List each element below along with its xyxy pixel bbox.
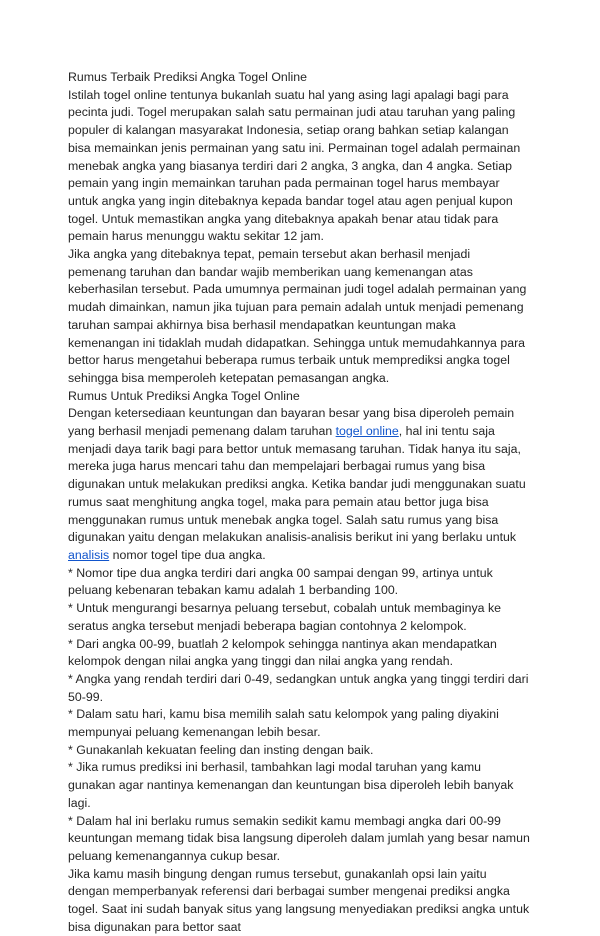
intro-paragraph: Istilah togel online tentunya bukanlah suatu hal yang asing lagi apalagi bagi para pecinta judi. Togel merupakan salah satu permainan judi atau taruhan yang paling populer di kalangan masyarakat Indonesia, setiap orang bahkan setiap kalangan bisa memainkan jenis permainan yang satu ini. Permainan togel adalah permainan menebak angka yang biasanya terdiri dari 2 angka, 3 angka, dan 4 angka. Setiap pemain yang ingin memainkan taruhan pada permainan togel harus membayar untuk angka yang ingin ditebaknya kepada bandar togel atau agen penjual kupon togel. Untuk memastikan angka yang ditebaknya apakah benar atau tidak para pemain harus menunggu waktu sekitar 12 jam.	[68, 87, 521, 244]
bullet-item: * Untuk mengurangi besarnya peluang tersebut, cobalah untuk membaginya ke seratus angka tersebut menjadi beberapa bagian contohnya 2 kelompok.	[68, 601, 501, 633]
bullet-item: * Angka yang rendah terdiri dari 0-49, sedangkan untuk angka yang tinggi terdiri dari 50-99.	[68, 671, 529, 704]
rumus-paragraph	[68, 405, 530, 564]
article-title: Rumus Terbaik Prediksi Angka Togel Online	[68, 70, 308, 84]
bullet-item: * Jika rumus prediksi ini berhasil, tambahkan lagi modal taruhan yang kamu gunakan agar nantinya kemenangan dan keuntungan bisa diperoleh lebih banyak lagi.	[68, 760, 514, 810]
rumus-text-3: nomor togel tipe dua angka.	[109, 547, 266, 562]
bullet-item: * Dalam satu hari, kamu bisa memilih salah satu kelompok yang paling diyakini mempunyai peluang kemenangan lebih besar.	[68, 707, 499, 740]
section-title: Rumus Untuk Prediksi Angka Togel Online	[68, 388, 300, 403]
bullet-item: * Nomor tipe dua angka terdiri dari angka 00 sampai dengan 99, artinya untuk peluang kebenaran tebakan kamu adalah 1 berbanding 100.	[68, 565, 493, 598]
closing-paragraph: Jika kamu masih bingung dengan rumus tersebut, gunakanlah opsi lain yaitu dengan memperbanyak referensi dari berbagai sumber mengenai prediksi angka togel. Saat ini sudah banyak situs yang langsung menyediakan prediksi angka untuk bisa digunakan para bettor saat	[68, 866, 530, 934]
winning-paragraph: Jika angka yang ditebaknya tepat, pemain tersebut akan berhasil menjadi pemenang taruhan dan bandar wajib memberikan uang kemenangan atas keberhasilan tersebut. Pada umumnya permainan judi togel adalah permainan yang mudah dimainkan, namun jika tujuan para pemain adalah untuk menjadi pemenang taruhan sampai akhirnya bisa berhasil mendapatkan keuntungan maka kemenangan ini tidaklah mudah didapatkan. Sehingga untuk memudahkannya para bettor harus mengetahui beberapa rumus terbaik untuk memprediksi angka togel sehingga bisa memperoleh ketepatan pemasangan angka.	[68, 247, 527, 385]
rumus-text-1: Dengan ketersediaan keuntungan dan bayaran besar yang bisa diperoleh pemain yang berhasil menjadi pemenang dalam taruhan	[68, 406, 515, 439]
bullet-item: * Gunakanlah kekuatan feeling dan insting dengan baik.	[68, 742, 374, 757]
document-page	[68, 69, 530, 936]
bullet-item: * Dari angka 00-99, buatlah 2 kelompok sehingga nantinya akan mendapatkan kelompok dengan nilai angka yang tinggi dan nilai angka yang rendah.	[68, 636, 497, 669]
togel-online-link[interactable]: togel online	[335, 424, 399, 439]
analisis-link[interactable]: analisis	[68, 547, 110, 562]
bullet-item: * Dalam hal ini berlaku rumus semakin sedikit kamu membagi angka dari 00-99 keuntungan memang tidak bisa langsung diperoleh dalam jumlah yang besar namun peluang kemenangannya cukup besar.	[68, 813, 530, 863]
rumus-text-2: , hal ini tentu saja menjadi daya tarik bagi para bettor untuk memasang taruhan. Tidak hanya itu saja, mereka juga harus mencari tahu dan mempelajari berbagai rumus yang bisa digunakan untuk melakukan prediksi angka. Ketika bandar judi menggunakan suatu rumus saat menghitung angka togel, maka para pemain atau bettor juga bisa menggunakan rumus untuk menebak angka togel. Salah satu rumus yang bisa digunakan yaitu dengan melakukan analisis-analisis berikut ini yang berlaku untuk	[68, 424, 526, 545]
